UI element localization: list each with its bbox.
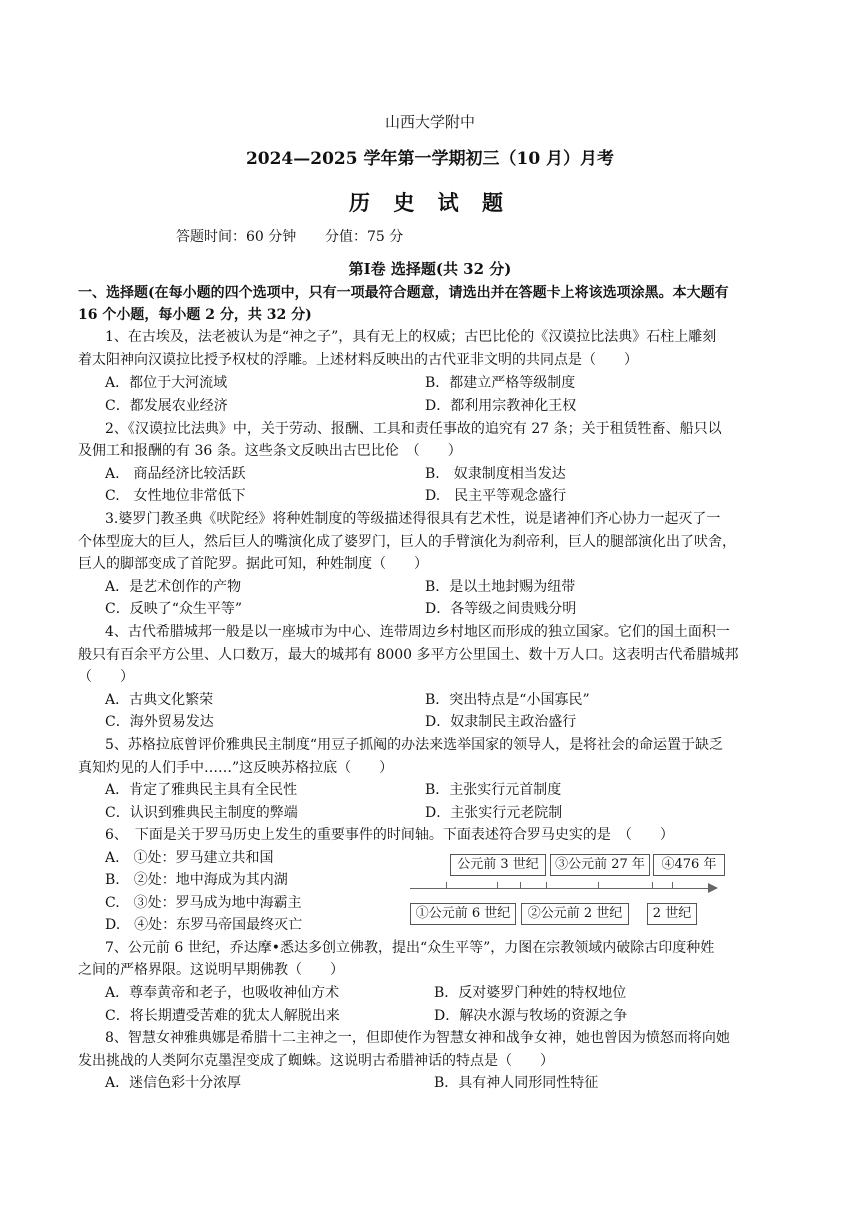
q6-option-c: C. ③处：罗马成为地中海霸主 xyxy=(105,895,302,911)
timeline-arrow-icon xyxy=(708,883,718,893)
q2-option-b: B. 奴隶制度相当发达 xyxy=(425,466,566,482)
q5-option-d: D．主张实行元老院制 xyxy=(425,805,563,821)
q7-option-b: B．反对婆罗门种姓的特权地位 xyxy=(434,985,627,1001)
q7-option-a: A．尊奉黄帝和老子，也吸收神仙方术 xyxy=(105,985,340,1001)
timeline-box-bottom-2: ②公元前 2 世纪 xyxy=(521,903,629,925)
timeline-tick xyxy=(672,882,673,889)
score-label: 分值：75 分 xyxy=(325,229,404,245)
q4-stem-line-2: 般只有百余平方公里、人口数万，最大的城邦有 8000 多平方公里国土、数十万人口。这表明古代希腊城邦 xyxy=(78,647,739,663)
timeline-box-top-3: ④476 年 xyxy=(653,854,725,876)
q7-stem-line-2: 之间的严格界限。这说明早期佛教（ ） xyxy=(78,962,344,978)
q2-option-c: C. 女性地位非常低下 xyxy=(105,488,246,504)
q7-option-d: D．解决水源与牧场的资源之争 xyxy=(434,1008,628,1024)
exam-title: 2024—2025 学年第一学期初三（10 月）月考 xyxy=(245,149,615,169)
timeline-axis xyxy=(410,888,710,889)
school-name: 山西大学附中 xyxy=(384,113,475,131)
q8-stem-line-1: 8、智慧女神雅典娜是希腊十二主神之一，但即使作为智慧女神和战争女神，她也曾因为愤怒而将向她 xyxy=(105,1030,730,1046)
q1-option-c: C．都发展农业经济 xyxy=(105,398,228,414)
q1-option-d: D．都利用宗教神化王权 xyxy=(425,398,577,414)
q8-option-a: A．迷信色彩十分浓厚 xyxy=(105,1075,242,1091)
q2-option-d: D. 民主平等观念盛行 xyxy=(425,488,567,504)
q7-stem-line-1: 7、公元前 6 世纪，乔达摩•悉达多创立佛教，提出“众生平等”，力图在宗教领域内破除古印度种姓 xyxy=(105,940,715,956)
q3-option-b: B．是以土地封赐为纽带 xyxy=(425,579,576,595)
q3-option-c: C．反映了“众生平等” xyxy=(105,601,243,617)
q8-option-b: B．具有神人同形同性特征 xyxy=(434,1075,599,1091)
q3-option-d: D．各等级之间贵贱分明 xyxy=(425,601,577,617)
q5-option-c: C．认识到雅典民主制度的弊端 xyxy=(105,805,298,821)
subject-title: 历 史 试 题 xyxy=(349,190,511,215)
q1-option-a: A．都位于大河流域 xyxy=(105,375,228,391)
q4-option-c: C．海外贸易发达 xyxy=(105,714,214,730)
q8-stem-line-2: 发出挑战的人类阿尔克墨涅变成了蜘蛛。这说明古希腊神话的特点是（ ） xyxy=(78,1053,554,1069)
q4-option-b: B．突出特点是“小国寡民” xyxy=(425,692,590,708)
q3-stem-line-2: 个体型庞大的巨人，然后巨人的嘴演化成了婆罗门，巨人的手臂演化为刹帝利，巨人的腿部演化出了吠舍， xyxy=(78,534,736,550)
q6-option-b: B. ②处：地中海成为其内湖 xyxy=(105,872,288,888)
q5-stem-line-1: 5、苏格拉底曾评价雅典民主制度“用豆子抓阄的办法来选举国家的领导人，是将社会的命运置于缺乏 xyxy=(105,737,724,753)
q5-option-b: B．主张实行元首制度 xyxy=(425,782,562,798)
q5-stem-line-2: 真知灼见的人们手中……”这反映苏格拉底（ ） xyxy=(78,760,394,776)
timeline-tick xyxy=(520,882,521,889)
q2-option-a: A. 商品经济比较活跃 xyxy=(105,466,246,482)
timeline-box-top-2: ③公元前 27 年 xyxy=(550,854,650,876)
instructions-line-1: 一、选择题(在每小题的四个选项中，只有一项最符合题意，请选出并在答题卡上将该选项涂黑。本大题有 xyxy=(78,285,729,301)
timeline-tick xyxy=(598,882,599,889)
part-title: 第Ⅰ卷 选择题(共 32 分) xyxy=(348,260,512,278)
timeline-box-top-1: 公元前 3 世纪 xyxy=(450,854,546,876)
q3-stem-line-3: 巨人的脚部变成了首陀罗。据此可知，种姓制度（ ） xyxy=(78,556,428,572)
timeline-box-bottom-1: ①公元前 6 世纪 xyxy=(410,903,516,925)
q1-stem-line-1: 1、在古埃及，法老被认为是“神之子”，具有无上的权威；古巴比伦的《汉谟拉比法典》石柱上雕刻 xyxy=(105,329,717,345)
timeline-box-bottom-3: 2 世纪 xyxy=(647,903,697,925)
timeline-tick xyxy=(546,882,547,889)
timeline-tick xyxy=(497,882,498,889)
q4-stem-line-1: 4、古代希腊城邦一般是以一座城市为中心、连带周边乡村地区而形成的独立国家。它们的国土面积一 xyxy=(105,624,730,640)
timeline-tick xyxy=(652,882,653,889)
q7-option-c: C．将长期遭受苦难的犹太人解脱出来 xyxy=(105,1008,340,1024)
instructions-line-2: 16 个小题，每小题 2 分，共 32 分) xyxy=(78,307,312,323)
timeline-tick xyxy=(446,882,447,889)
q3-stem-line-1: 3.婆罗门教圣典《吠陀经》将种姓制度的等级描述得很具有艺术性，说是诸神们齐心协力一起灭了一 xyxy=(105,511,721,527)
q6-stem-line-1: 6、 下面是关于罗马历史上发生的重要事件的时间轴。下面表述符合罗马史实的是 （ ） xyxy=(105,827,674,843)
q4-option-d: D．奴隶制民主政治盛行 xyxy=(425,714,577,730)
q1-option-b: B．都建立严格等级制度 xyxy=(425,375,576,391)
q5-option-a: A．肯定了雅典民主具有全民性 xyxy=(105,782,298,798)
q6-option-d: D. ④处：东罗马帝国最终灭亡 xyxy=(105,917,303,933)
q2-stem-line-1: 2、《汉谟拉比法典》中，关于劳动、报酬、工具和责任事故的追究有 27 条；关于租赁牲畜、船只以 xyxy=(105,421,722,437)
q2-stem-line-2: 及佣工和报酬的有 36 条。这些条文反映出古巴比伦 （ ） xyxy=(78,443,462,459)
q6-option-a: A. ①处：罗马建立共和国 xyxy=(105,850,274,866)
time-label: 答题时间：60 分钟 xyxy=(176,229,297,245)
q4-option-a: A．古典文化繁荣 xyxy=(105,692,214,708)
q3-option-a: A．是艺术创作的产物 xyxy=(105,579,242,595)
q1-stem-line-2: 着太阳神向汉谟拉比授予权杖的浮雕。上述材料反映出的古代亚非文明的共同点是（ ） xyxy=(78,352,638,368)
q4-stem-line-3: （ ） xyxy=(78,669,134,685)
